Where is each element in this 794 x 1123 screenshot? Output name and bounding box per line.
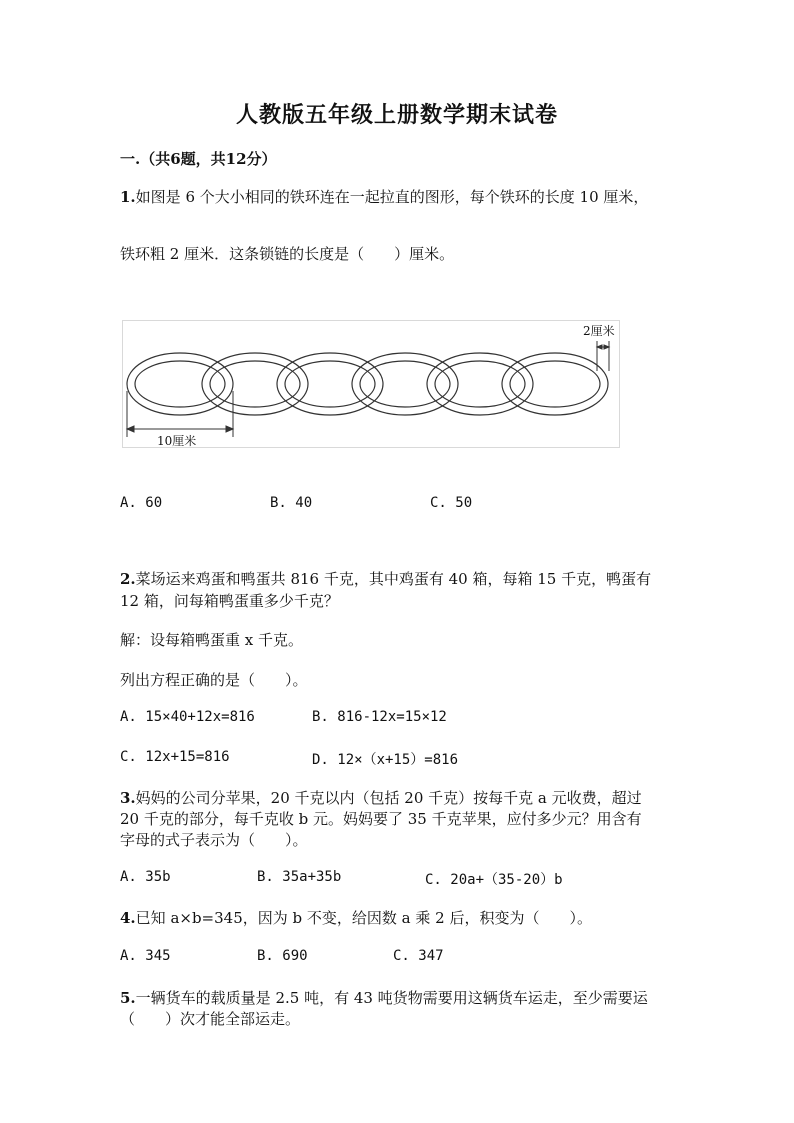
question-4-number: 4. — [120, 909, 136, 927]
length-label: 10厘米 — [157, 434, 197, 447]
question-2-line-4: 列出方程正确的是（ ）。 — [120, 671, 308, 689]
question-1-option-b[interactable]: B. 40 — [270, 495, 313, 511]
question-5-text: 一辆货车的载质量是 2.5 吨，有 43 吨货物需要用这辆货车运走，至少需要运 — [135, 989, 648, 1007]
question-1-text: 如图是 6 个大小相同的铁环连在一起拉直的图形，每个铁环的长度 10 厘米， — [135, 188, 649, 206]
chain-ring-6-outer — [502, 353, 608, 415]
chain-ring-3-inner — [285, 361, 375, 407]
question-3-number: 3. — [120, 789, 136, 807]
chain-diagram — [123, 321, 619, 447]
question-2-option-d[interactable]: D. 12×（x+15）=816 — [312, 752, 459, 768]
question-2-option-c[interactable]: C. 12x+15=816 — [120, 749, 230, 765]
question-4-option-b[interactable]: B. 690 — [257, 948, 308, 964]
chain-ring-1-inner — [135, 361, 225, 407]
chain-ring-2-inner — [210, 361, 300, 407]
question-1-number: 1. — [120, 188, 136, 206]
question-3-line-1 — [120, 787, 642, 808]
length-arrow-left — [127, 426, 134, 432]
question-2-option-b[interactable]: B. 816-12x=15×12 — [312, 709, 447, 725]
question-3-option-b[interactable]: B. 35a+35b — [257, 869, 342, 885]
question-2-option-a[interactable]: A. 15×40+12x=816 — [120, 709, 255, 725]
question-4-option-c[interactable]: C. 347 — [393, 948, 444, 964]
question-2-line-1 — [120, 568, 651, 589]
section-heading: 一.（共6题，共12分） — [120, 150, 277, 168]
question-3-line-2: 20 千克的部分，每千克收 b 元。妈妈要了 35 千克苹果，应付多少元？用含有 — [120, 810, 642, 828]
question-3-option-c[interactable]: C. 20a+（35-20）b — [425, 872, 563, 888]
question-1-option-c[interactable]: C. 50 — [430, 495, 473, 511]
question-5-line-2: （ ）次才能全部运走。 — [120, 1010, 301, 1028]
question-4-option-a[interactable]: A. 345 — [120, 948, 171, 964]
question-2-text: 菜场运来鸡蛋和鸭蛋共 816 千克，其中鸡蛋有 40 箱，每箱 15 千克，鸭蛋有 — [135, 570, 652, 588]
question-1-line-2: 铁环粗 2 厘米．这条锁链的长度是（ ）厘米。 — [120, 245, 455, 263]
question-1-line-1 — [120, 186, 648, 207]
question-5-number: 5. — [120, 989, 136, 1007]
page-title: 人教版五年级上册数学期末试卷 — [235, 102, 558, 128]
chain-ring-4-inner — [360, 361, 450, 407]
question-4-line-1 — [120, 907, 592, 928]
chain-figure — [122, 320, 620, 448]
length-arrow-right — [226, 426, 233, 432]
question-3-line-3: 字母的式子表示为（ ）。 — [120, 831, 308, 849]
question-4-text: 已知 a×b=345，因为 b 不变，给因数 a 乘 2 后，积变为（ ）。 — [135, 909, 592, 927]
chain-ring-6-inner — [510, 361, 600, 407]
question-2-line-3: 解：设每箱鸭蛋重 x 千克。 — [120, 631, 303, 649]
thickness-arrow-right — [604, 345, 609, 349]
question-3-option-a[interactable]: A. 35b — [120, 869, 171, 885]
thickness-label: 2厘米 — [583, 324, 615, 338]
chain-ring-5-inner — [435, 361, 525, 407]
question-3-text: 妈妈的公司分苹果，20 千克以内（包括 20 千克）按每千克 a 元收费，超过 — [135, 789, 642, 807]
question-1-option-a[interactable]: A. 60 — [120, 495, 163, 511]
question-5-line-1 — [120, 987, 648, 1008]
thickness-arrow-left — [597, 345, 602, 349]
question-2-number: 2. — [120, 570, 136, 588]
question-2-line-2: 12 箱，问每箱鸭蛋重多少千克？ — [120, 592, 339, 610]
